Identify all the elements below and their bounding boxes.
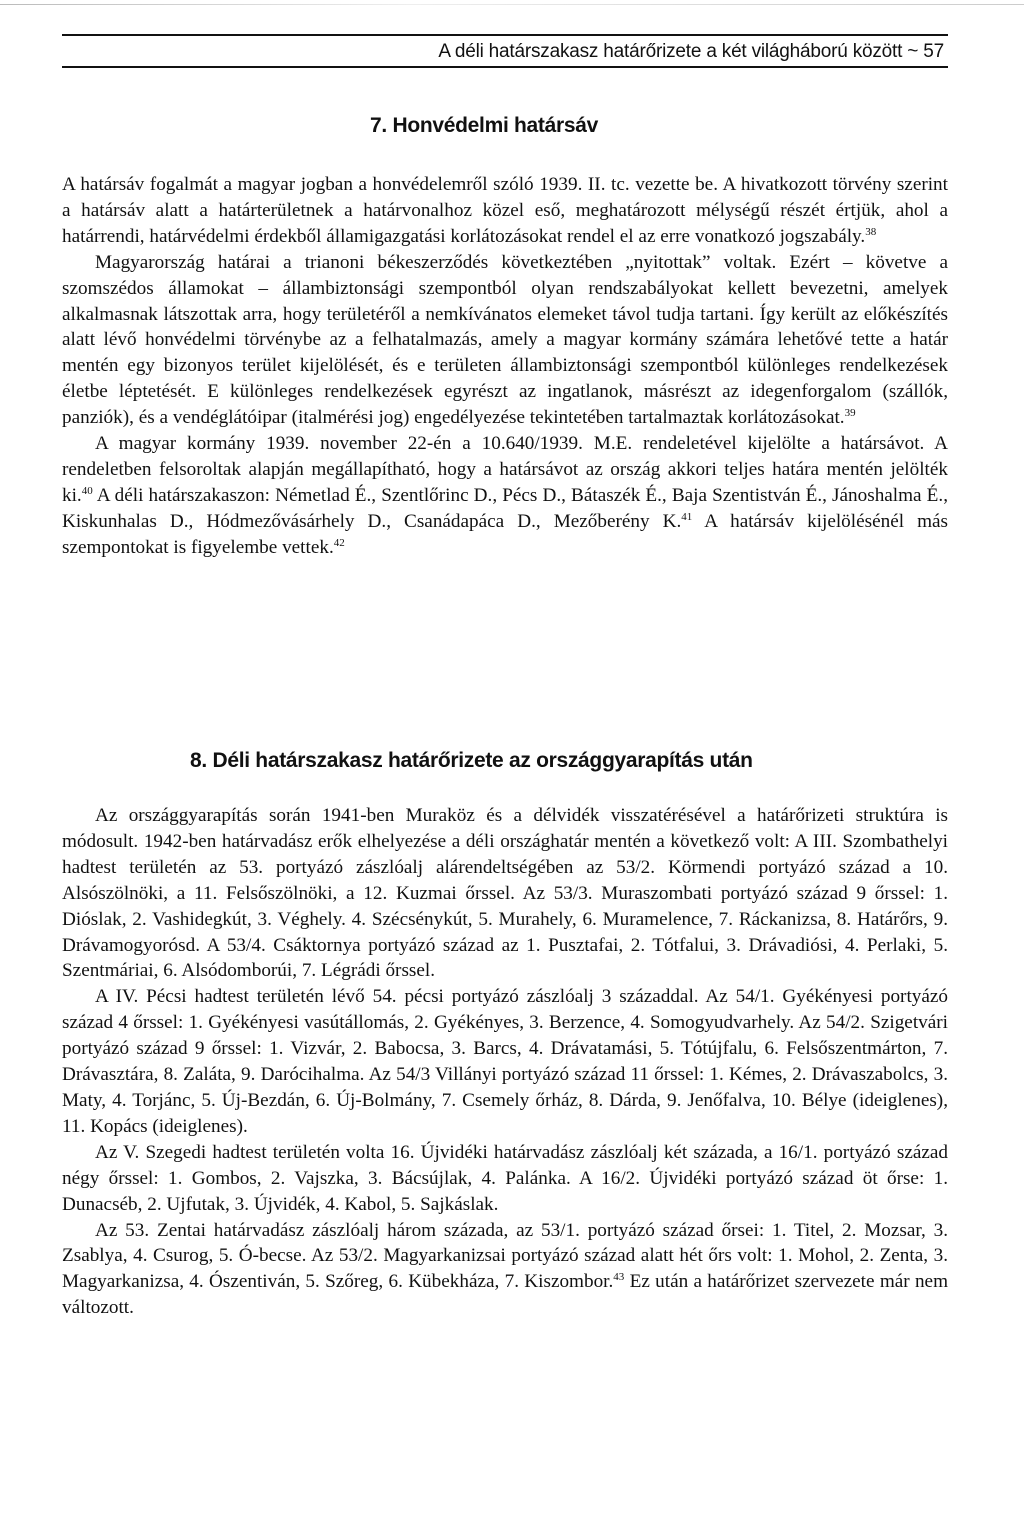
paragraph-text: Magyarország határai a trianoni békeszerződés következtében „nyitottak” voltak. Ezért – követve a szomszédos államokat – állambiztonsági szempontból olyan rendszabályokat kellett bevezetni, amelyek alkalmasnak látszottak arra, hogy területéről a nemkívánatos elemeket távol tudja tartani. Így került az előkészítés alatt lévő honvédelmi törvénybe az a felhatalmazás, amely a magyar kormány számára lehetővé tette a határ mentén egy bizonyos terület kijelölését, és e területen állambiztonsági szempontból különleges rendelkezések életbe léptetését. E különleges rendelkezések egyrészt az ingatlanok, másrészt az idegenforgalom (szállók, panziók), és a vendéglátóipar (italmérési jog) engedélyezése tekintetében tartalmaztak korlátozásokat. xyxy=(62,251,948,429)
paragraph-text: A határsáv fogalmát a magyar jogban a honvédelemről szóló 1939. II. tc. vezette be. A hivatkozott törvény szerint a határsáv alatt a határterületnek a határvonalhoz közel eső, meghatározott mélységű részét értjük, ahol a határrendi, határvédelmi érdekből államigazgatási korlátozásokat rendel el az erre vonatkozó jogszabály. xyxy=(62,174,948,247)
section-7-title: 7. Honvédelmi határsáv xyxy=(370,114,598,137)
footnote-ref: 43 xyxy=(613,1271,625,1284)
paragraph xyxy=(62,431,948,561)
footnote-ref: 38 xyxy=(865,225,877,238)
running-title: A déli határszakasz határőrizete a két világháború között ~ 57 xyxy=(438,41,944,62)
paragraph: Az országgyarapítás során 1941-ben Muraköz és a délvidék visszatérésével a határőrizeti struktúra is módosult. 1942-ben határvadász erők elhelyezése a déli országhatár mentén a következő volt: A III. Szombathelyi hadtest területén az 53. portyázó zászlóalj alárendeltségében az 53/2. Körmendi portyázó század a 10. Alsószölnöki, a 11. Felsőszölnöki, a 12. Kuzmai őrssel. Az 53/3. Muraszombati portyázó század 9 őrssel: 1. Dióslak, 2. Vashidegkút, 3. Véghely. 4. Szécsénykút, 5. Murahely, 6. Muramelence, 7. Ráckanizsa, 8. Határőrs, 9. Drávamogyorósd. A 53/4. Csáktornya portyázó század az 1. Pusztafai, 2. Tótfalui, 3. Drávadiósi, 4. Perlaki, 5. Szentmáriai, 6. Alsódomborúi, 7. Légrádi őrssel. xyxy=(62,805,948,982)
running-header xyxy=(62,34,948,68)
paragraph-text: Az 53. Zentai határvadász zászlóalj három százada, az 53/1. portyázó század őrsei: 1. Titel, 2. Mozsar, 3. Zsablya, 4. Csurog, 5. Ó-becse. Az 53/2. Magyarkanizsai portyázó század alatt hét őrs volt: 1. Mohol, 2. Zenta, 3. Magyarkanizsa, 4. Ószentiván, 5. Szőreg, 6. Kübekháza, 7. Kiszombor. xyxy=(62,1219,948,1293)
paragraph-text: A déli határszakaszon: Németlad É., Szentlőrinc D., Pécs D., Bátaszék É., Baja Szentistván É., Jánoshalma É., Kiskunhalas D., Hódmezővásárhely D., Csanádapáca D., Mezőberény K. xyxy=(62,484,948,532)
top-scan-rule xyxy=(0,4,1024,5)
footnote-ref: 40 xyxy=(81,484,93,497)
paragraph: Az V. Szegedi hadtest területén volta 16. Újvidéki határvadász zászlóalj két százada, a 16/1. portyázó század négy őrssel: 1. Gombos, 2. Vajszka, 3. Bácsújlak, 4. Palánka. A 16/2. Újvidéki portyázó század öt őrse: 1. Dunacséb, 2. Ujfutak, 3. Újvidék, 4. Kabol, 5. Sajkáslak. xyxy=(62,1141,948,1215)
paragraph: A IV. Pécsi hadtest területén lévő 54. pécsi portyázó zászlóalj 3 századdal. Az 54/1. Gyékényesi portyázó század 4 őrssel: 1. Gyékényesi vasútállomás, 2. Gyékényes, 3. Berzence, 4. Somogyudvarhely. Az 54/2. Szigetvári portyázó század 9 őrssel: 1. Vizvár, 2. Babocsa, 3. Barcs, 4. Drávatamási, 5. Tótújfalu, 6. Felsőszentmárton, 7. Drávasztára, 8. Zaláta, 9. Darócihalma. Az 54/3 Villányi portyázó század 11 őrssel: 1. Kémes, 2. Drávaszabolcs, 3. Maty, 4. Torjánc, 5. Új-Bezdán, 6. Új-Bolmány, 7. Csemely őrház, 8. Dárda, 9. Jenőfalva, 10. Bélye (ideiglenes), 11. Kopács (ideiglenes). xyxy=(62,986,948,1137)
paragraph xyxy=(62,250,948,431)
footnote-ref: 39 xyxy=(844,407,856,420)
paragraph-text: A határsáv kijelölésénél más szempontokat is figyelembe vettek. xyxy=(62,510,948,558)
paragraph-text: A magyar kormány 1939. november 22-én a 10.640/1939. M.E. rendeletével kijelölte a határsávot. A rendeletben felsoroltak alapján megállapítható, hogy a határsávot az ország akkori teljes határa mentén jelölték ki. xyxy=(62,433,948,506)
footnote-ref: 42 xyxy=(333,536,345,549)
section-8-body xyxy=(62,803,948,1321)
section-7-body xyxy=(62,172,948,561)
section-8-title: 8. Déli határszakasz határőrizete az országgyarapítás után xyxy=(190,749,753,772)
paragraph xyxy=(62,172,948,250)
paragraph xyxy=(62,1218,948,1322)
paragraph-text: Ez után a határőrizet szervezete már nem változott. xyxy=(62,1271,948,1319)
footnote-ref: 41 xyxy=(681,510,693,523)
